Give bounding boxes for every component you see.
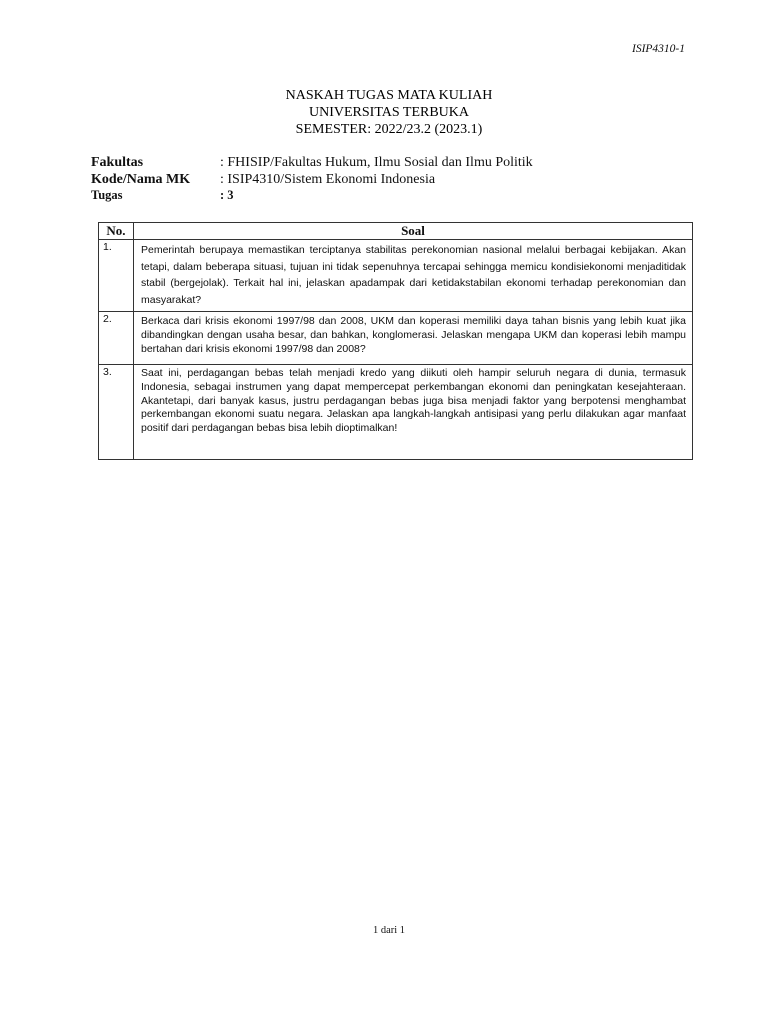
document-code: ISIP4310-1 <box>631 43 685 55</box>
kode-row <box>91 171 533 188</box>
table-row <box>99 240 693 312</box>
table-row <box>99 312 693 365</box>
tugas-value: : 3 <box>220 188 234 202</box>
table-row <box>99 365 693 460</box>
question-2-text: Berkaca dari krisis ekonomi 1997/98 dan 2008, UKM dan koperasi memiliki daya tahan bisnis yang lebih kuat jika dibandingkan dengan usaha besar, dan bahkan, konglomerasi. Jelaskan mengapa UKM dan koperasi lebih mampu bertahan dari krisis ekonomi 1997/98 dan 2008? <box>141 315 686 356</box>
column-header-soal: Soal <box>134 223 693 240</box>
question-number: 1. <box>99 240 134 312</box>
table-header-row <box>99 223 693 240</box>
column-header-no: No. <box>99 223 134 240</box>
question-number: 2. <box>99 312 134 365</box>
document-title <box>0 87 768 138</box>
questions-table <box>98 222 693 460</box>
title-line-1: NASKAH TUGAS MATA KULIAH <box>285 88 493 103</box>
title-line-3: SEMESTER: 2022/23.2 (2023.1) <box>295 122 483 137</box>
kode-value: : ISIP4310/Sistem Ekonomi Indonesia <box>220 172 436 187</box>
fakultas-label: Fakultas <box>91 155 144 170</box>
tugas-label: Tugas <box>91 188 123 202</box>
tugas-row <box>91 188 533 203</box>
page-number: 1 dari 1 <box>372 925 406 936</box>
kode-label: Kode/Nama MK <box>91 172 191 187</box>
title-line-2: UNIVERSITAS TERBUKA <box>308 105 469 120</box>
fakultas-row <box>91 154 533 171</box>
question-number: 3. <box>99 365 134 460</box>
question-text <box>134 312 693 365</box>
course-info <box>91 154 533 203</box>
question-text <box>134 365 693 460</box>
question-3-text: Saat ini, perdagangan bebas telah menjadi kredo yang diikuti oleh hampir seluruh negara di dunia, termasuk Indonesia, sebagai instrumen yang dapat mempercepat perkembangan ekonomi dan peningkatan kesejahteraan. Akantetapi, dari banyak kasus, justru perdagangan bebas juga bisa menjadi faktor yang berpotensi menghambat perkembangan ekonomi suatu negara. Jelaskan apa langkah-langkah antisipasi yang perlu dilakukan agar manfaat positif dari perdagangan bebas bisa lebih dioptimalkan! <box>141 367 686 435</box>
question-text <box>134 240 693 312</box>
question-1-text: Pemerintah berupaya memastikan terciptanya stabilitas perekonomian nasional melalui berbagai kebijakan. Akan tetapi, dalam beberapa situasi, tujuan ini tidak sepenuhnya tercapai sehingga memicu kondisiekonomi menjaditidak stabil (bergejolak). Terkait hal ini, jelaskan apadampak dari ketidakstabilan ekonomi terhadap perekonomian dan masyarakat? <box>141 244 686 306</box>
fakultas-value: : FHISIP/Fakultas Hukum, Ilmu Sosial dan Ilmu Politik <box>220 155 533 170</box>
